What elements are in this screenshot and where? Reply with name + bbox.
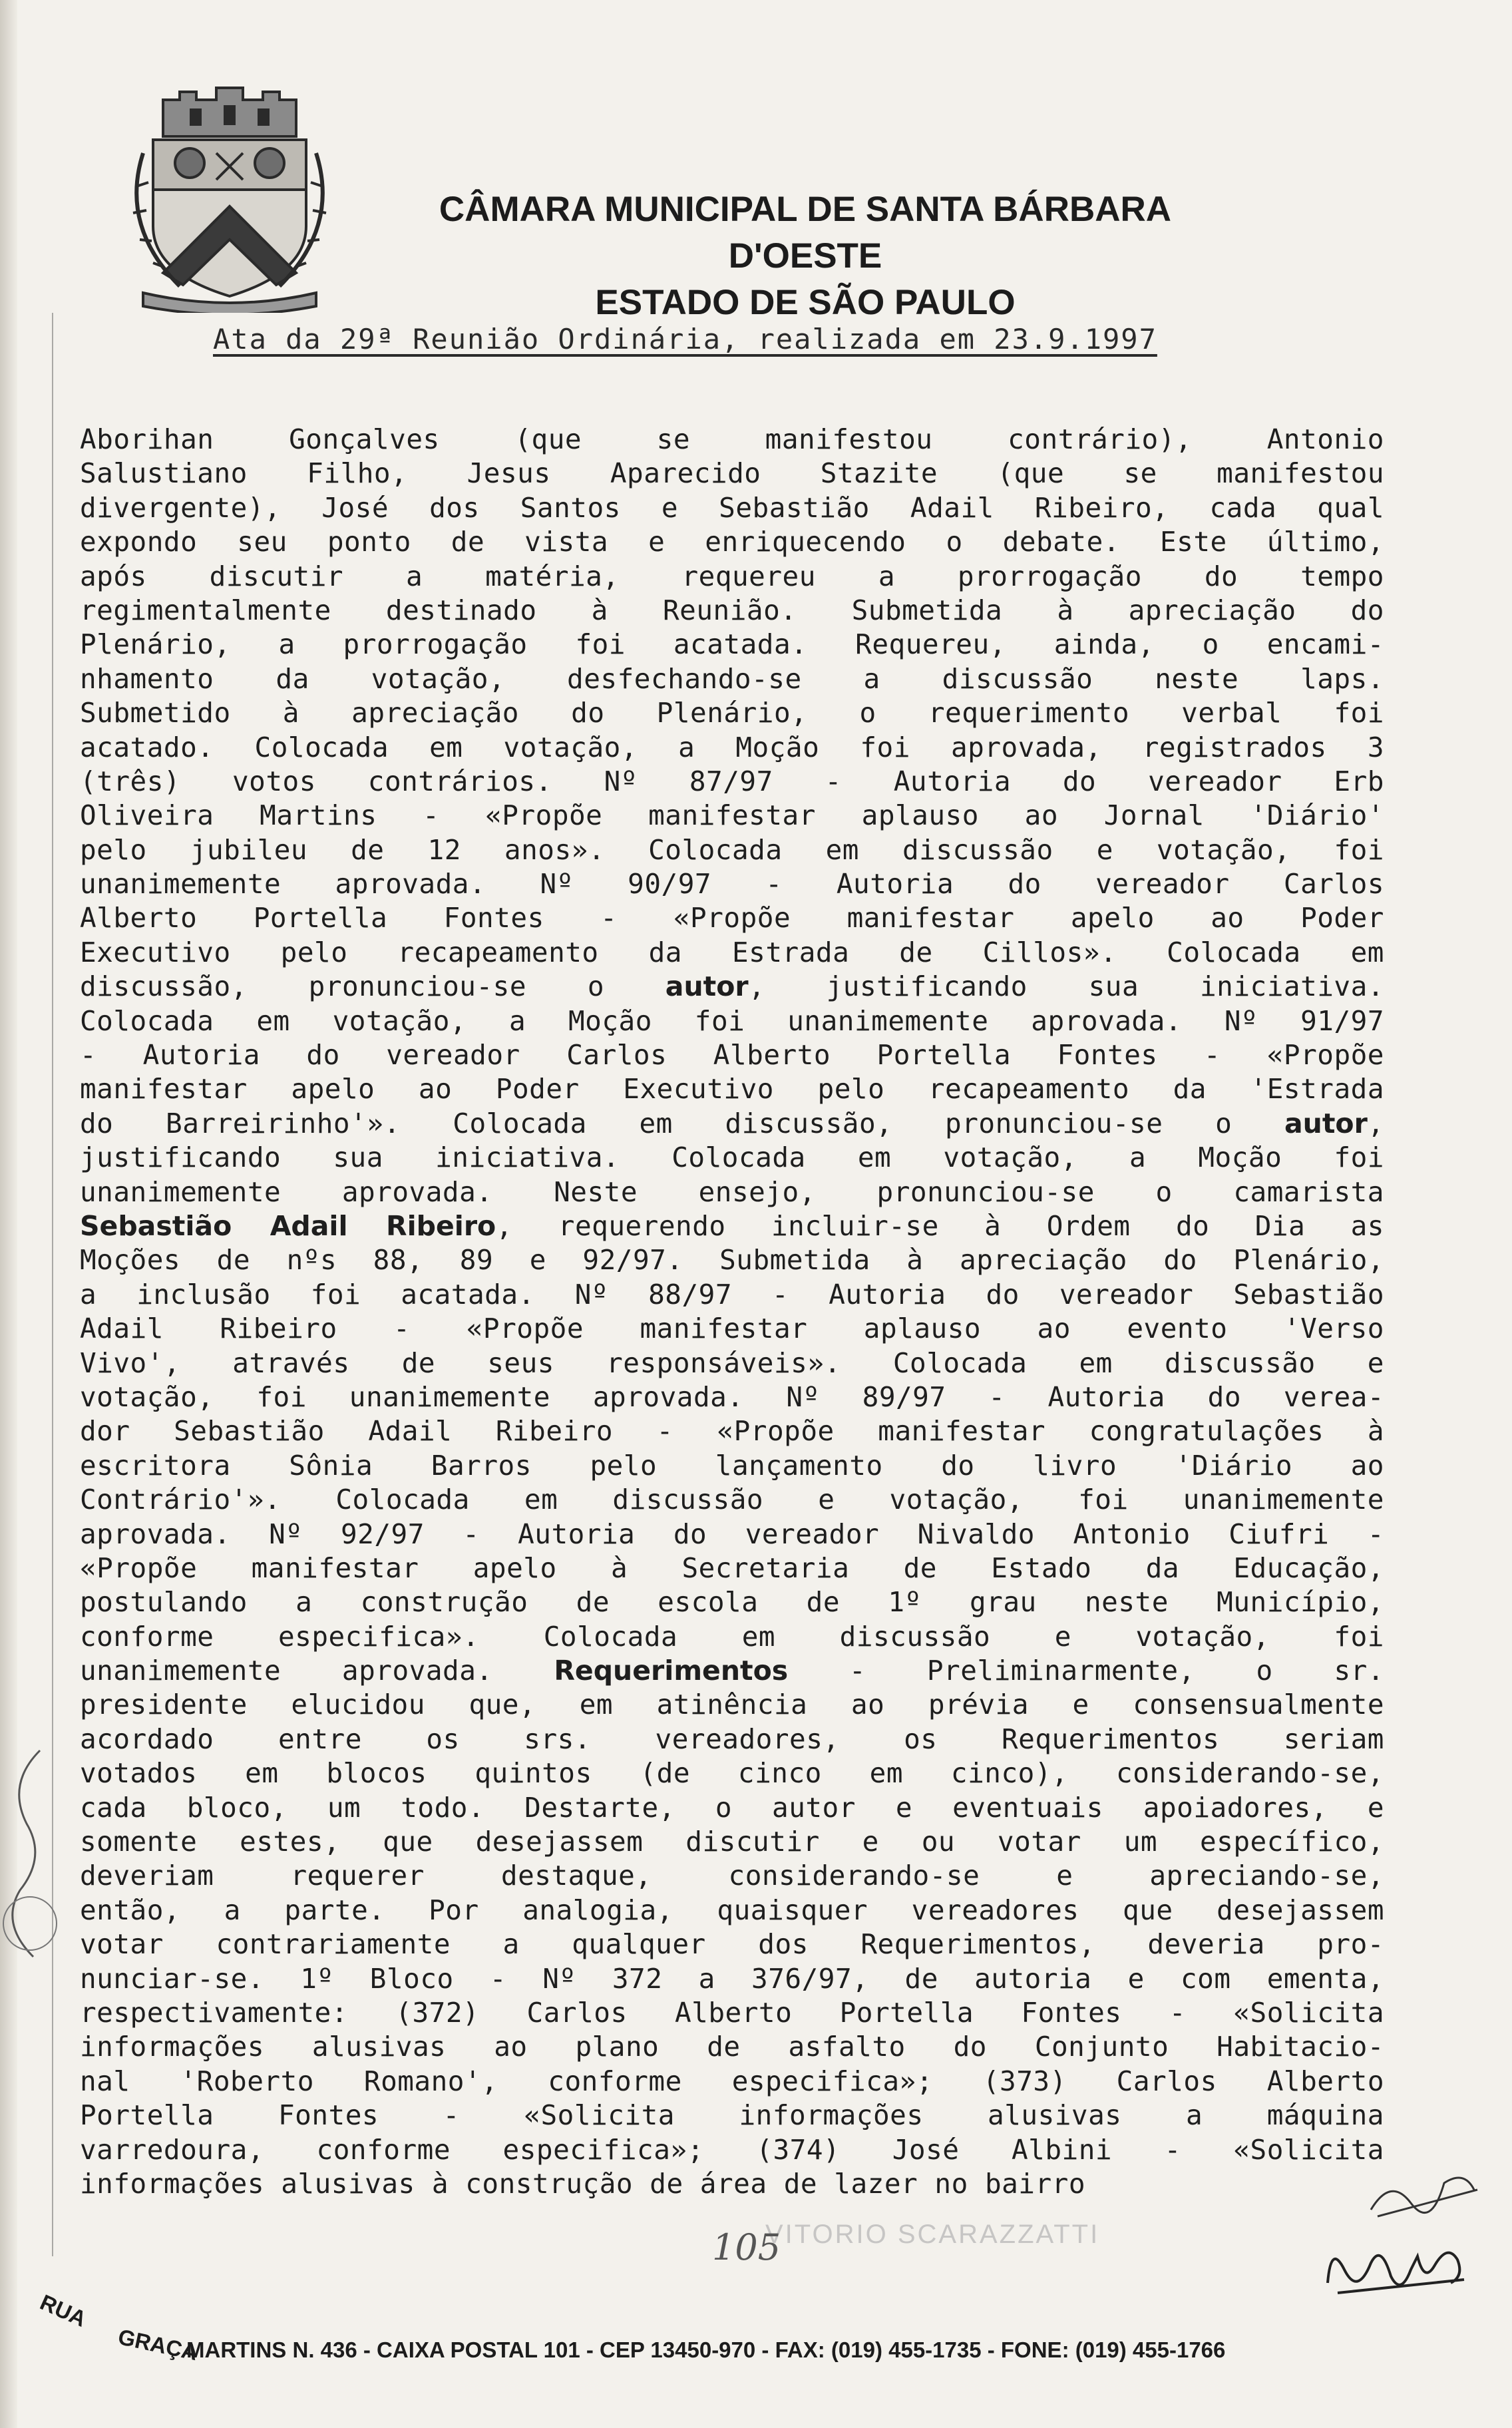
- text-run: varredoura, conforme especifica»; (374) José Albini - «Solicita: [80, 2133, 1384, 2166]
- text-run: divergente), José dos Santos e Sebastião Adail Ribeiro, cada qual: [80, 491, 1384, 524]
- text-run: nhamento da votação, desfechando-se a discussão neste laps.: [80, 662, 1384, 695]
- text-line: [80, 1996, 1384, 2030]
- text-run: Plenário, a prorrogação foi acatada. Requereu, ainda, o encami-: [80, 628, 1384, 661]
- text-run: regimentalmente destinado à Reunião. Submetida à apreciação do: [80, 594, 1384, 626]
- text-line: [80, 2133, 1384, 2167]
- document-title: [213, 323, 1278, 355]
- text-run: escritora Sônia Barros pelo lançamento do livro 'Diário ao: [80, 1449, 1384, 1482]
- text-line: [80, 1141, 1384, 1175]
- bold-term: Requerimentos: [554, 1655, 789, 1687]
- text-line: [80, 1312, 1384, 1346]
- text-line: [80, 867, 1384, 901]
- text-run: do Barreirinho'». Colocada em discussão, pronunciou-se o: [80, 1107, 1284, 1139]
- text-line: [80, 1072, 1384, 1106]
- text-line: [80, 491, 1384, 525]
- text-run: Contrário'». Colocada em discussão e votação, foi unanimemente: [80, 1484, 1384, 1516]
- text-line: [80, 936, 1384, 970]
- text-line: [80, 2099, 1384, 2132]
- text-run: a inclusão foi acatada. Nº 88/97 - Autoria do vereador Sebastião: [80, 1278, 1384, 1311]
- text-run: justificando sua iniciativa. Colocada em votação, a Moção foi: [80, 1141, 1384, 1174]
- text-line: [80, 1859, 1384, 1893]
- text-run: somente estes, que desejassem discutir e ou votar um específico,: [80, 1826, 1384, 1858]
- text-run: Oliveira Martins - «Propõe manifestar aplauso ao Jornal 'Diário': [80, 799, 1384, 832]
- text-line: [80, 457, 1384, 491]
- text-line: [80, 1243, 1384, 1277]
- text-line: [80, 525, 1384, 559]
- text-line: [80, 1894, 1384, 1927]
- handwritten-signature-icon: [1364, 2150, 1484, 2230]
- text-line: [80, 1825, 1384, 1859]
- text-run: Colocada em votação, a Moção foi unanimemente aprovada. Nº 91/97: [80, 1004, 1384, 1037]
- text-line: [80, 1380, 1384, 1414]
- text-line: [80, 696, 1384, 730]
- text-run: Alberto Portella Fontes - «Propõe manifestar apelo ao Poder: [80, 902, 1384, 934]
- text-run: votar contrariamente a qualquer dos Requerimentos, deveria pro-: [80, 1928, 1384, 1961]
- text-line: [80, 1585, 1384, 1619]
- text-line: [80, 1791, 1384, 1825]
- handwritten-page-number: 105: [712, 2226, 781, 2268]
- text-line: [80, 1483, 1384, 1517]
- text-run: ,: [1367, 1107, 1384, 1139]
- text-line: [80, 1004, 1384, 1038]
- text-run: conforme especifica». Colocada em discussão e votação, foi: [80, 1620, 1384, 1653]
- margin-signature-icon: [0, 1744, 60, 1983]
- text-run: após discutir a matéria, requereu a prorrogação do tempo: [80, 560, 1384, 592]
- footer-street-prefix: RUA: [36, 2290, 91, 2331]
- page-edge-shadow: [0, 0, 17, 2428]
- text-run: unanimemente aprovada.: [80, 1655, 554, 1687]
- text-line: [80, 1175, 1384, 1209]
- municipal-coat-of-arms-icon: [116, 73, 343, 313]
- text-line: [80, 1756, 1384, 1790]
- institution-state: ESTADO DE SÃO PAULO: [595, 283, 1016, 322]
- footer-contact-info: MARTINS N. 436 - CAIXA POSTAL 101 - CEP 13450-970 - FAX: (019) 455-1735 - FONE: (019) 455-1766: [186, 2337, 1226, 2362]
- text-line: [80, 799, 1384, 833]
- text-line: [80, 1414, 1384, 1448]
- text-line: [80, 628, 1384, 662]
- text-run: nal 'Roberto Romano', conforme especifica»; (373) Carlos Alberto: [80, 2065, 1384, 2097]
- text-line: [80, 1038, 1384, 1072]
- text-run: «Propõe manifestar apelo à Secretaria de Estado da Educação,: [80, 1551, 1384, 1584]
- text-run: - Autoria do vereador Carlos Alberto Portella Fontes - «Propõe: [80, 1039, 1384, 1072]
- text-run: unanimemente aprovada. Nº 90/97 - Autoria do vereador Carlos: [80, 868, 1384, 901]
- text-run: cada bloco, um todo. Destarte, o autor e eventuais apoiadores, e: [80, 1791, 1384, 1824]
- text-line: [80, 833, 1384, 867]
- text-line: [80, 2030, 1384, 2064]
- document-title-text: Ata da 29ª Reunião Ordinária, realizada em 23.9.1997: [213, 323, 1157, 355]
- text-line: [80, 901, 1384, 935]
- text-run: Executivo pelo recapeamento da Estrada de Cillos». Colocada em: [80, 936, 1384, 968]
- text-line: [80, 731, 1384, 765]
- text-run: acordado entre os srs. vereadores, os Requerimentos seriam: [80, 1722, 1384, 1755]
- text-run: dor Sebastião Adail Ribeiro - «Propõe manifestar congratulações à: [80, 1415, 1384, 1448]
- text-line: [80, 1346, 1384, 1380]
- text-line: [80, 1654, 1384, 1688]
- faded-stamp-text: VITORIO SCARAZZATTI: [765, 2220, 1100, 2249]
- text-run: Adail Ribeiro - «Propõe manifestar aplauso ao evento 'Verso: [80, 1313, 1384, 1345]
- text-run: Submetido à apreciação do Plenário, o requerimento verbal foi: [80, 697, 1384, 729]
- text-run: respectivamente: (372) Carlos Alberto Portella Fontes - «Solicita: [80, 1996, 1384, 2029]
- text-line: [80, 970, 1384, 1004]
- text-run: - Preliminarmente, o sr.: [788, 1655, 1384, 1687]
- text-line: [80, 2065, 1384, 2099]
- text-run: discussão, pronunciou-se o: [80, 970, 665, 1003]
- text-run: aprovada. Nº 92/97 - Autoria do vereador Nivaldo Antonio Ciufri -: [80, 1518, 1384, 1550]
- text-line: [80, 1518, 1384, 1551]
- bold-term: Sebastião Adail Ribeiro: [80, 1209, 496, 1242]
- text-run: Aborihan Gonçalves (que se manifestou contrário), Antonio: [80, 423, 1384, 455]
- text-run: Portella Fontes - «Solicita informações alusivas a máquina: [80, 2099, 1384, 2132]
- bold-term: autor: [665, 970, 749, 1003]
- footer-street-name: GRAÇA: [116, 2324, 200, 2365]
- text-run: Salustiano Filho, Jesus Aparecido Stazite (que se manifestou: [80, 457, 1384, 490]
- text-line: [80, 1927, 1384, 1961]
- text-line: [80, 1107, 1384, 1141]
- text-line: [80, 1620, 1384, 1654]
- text-run: Moções de nºs 88, 89 e 92/97. Submetida à apreciação do Plenário,: [80, 1244, 1384, 1277]
- text-run: Vivo', através de seus responsáveis». Colocada em discussão e: [80, 1346, 1384, 1379]
- address-footer: [36, 2290, 1451, 2365]
- text-line: [80, 1551, 1384, 1585]
- text-run: manifestar apelo ao Poder Executivo pelo recapeamento da 'Estrada: [80, 1073, 1384, 1106]
- text-run: expondo seu ponto de vista e enriquecendo o debate. Este último,: [80, 526, 1384, 558]
- institution-name: CÂMARA MUNICIPAL DE SANTA BÁRBARA D'OESTE: [439, 190, 1172, 276]
- minutes-body: [80, 423, 1384, 2201]
- text-run: postulando a construção de escola de 1º grau neste Município,: [80, 1586, 1384, 1619]
- text-line: [80, 1688, 1384, 1722]
- text-run: presidente elucidou que, em atinência ao prévia e consensualmente: [80, 1689, 1384, 1721]
- bold-term: autor: [1284, 1107, 1368, 1139]
- text-line: [80, 765, 1384, 799]
- text-run: pelo jubileu de 12 anos». Colocada em discussão e votação, foi: [80, 833, 1384, 866]
- text-line: [80, 2167, 1384, 2201]
- text-run: informações alusivas ao plano de asfalto do Conjunto Habitacio-: [80, 2031, 1384, 2063]
- text-line: [80, 1722, 1384, 1756]
- text-run: nunciar-se. 1º Bloco - Nº 372 a 376/97, de autoria e com ementa,: [80, 1962, 1384, 1995]
- text-run: deveriam requerer destaque, considerando-se e apreciando-se,: [80, 1860, 1384, 1892]
- text-run: votação, foi unanimemente aprovada. Nº 89/97 - Autoria do verea-: [80, 1380, 1384, 1413]
- text-run: informações alusivas à construção de área de lazer no bairro: [80, 2167, 1086, 2200]
- text-run: , requerendo incluir-se à Ordem do Dia as: [496, 1209, 1384, 1242]
- text-line: [80, 560, 1384, 594]
- text-line: [80, 1962, 1384, 1996]
- text-run: acatado. Colocada em votação, a Moção foi aprovada, registrados 3: [80, 731, 1384, 763]
- text-line: [80, 423, 1384, 457]
- text-line: [80, 1278, 1384, 1312]
- text-run: unanimemente aprovada. Neste ensejo, pronunciou-se o camarista: [80, 1175, 1384, 1208]
- text-line: [80, 594, 1384, 628]
- text-line: [80, 1209, 1384, 1243]
- text-run: , justificando sua iniciativa.: [748, 970, 1384, 1003]
- text-line: [80, 1449, 1384, 1483]
- text-run: então, a parte. Por analogia, quaisquer vereadores que desejassem: [80, 1894, 1384, 1926]
- text-line: [80, 662, 1384, 696]
- institution-header: [373, 186, 1238, 326]
- text-run: (três) votos contrários. Nº 87/97 - Autoria do vereador Erb: [80, 765, 1384, 797]
- text-run: votados em blocos quintos (de cinco em cinco), considerando-se,: [80, 1757, 1384, 1790]
